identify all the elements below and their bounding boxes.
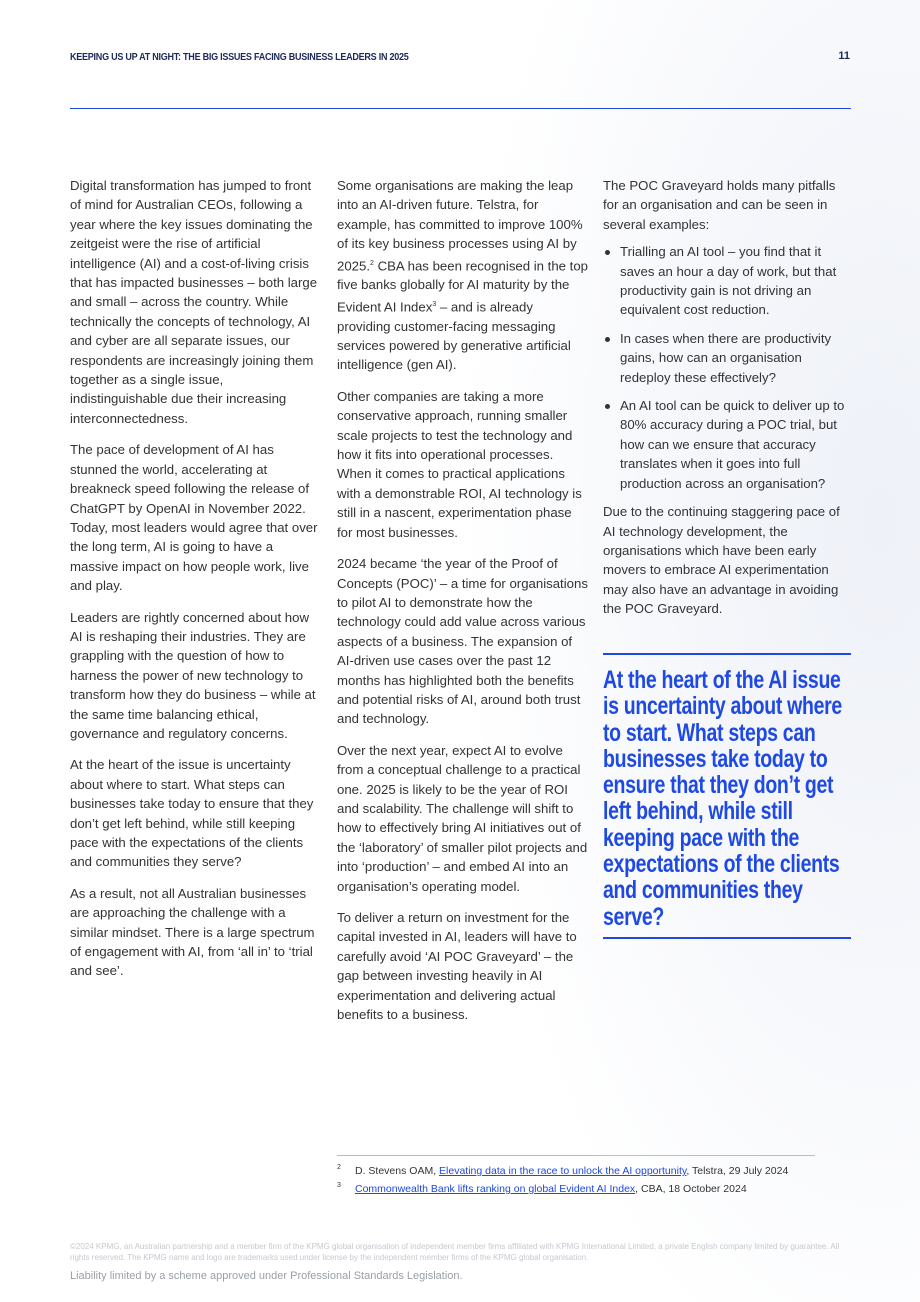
paragraph: Other companies are taking a more conservative approach, running smaller scale projects to test the technology and how it fits into operational processes. When it comes to practical applications with a demonstrable ROI, AI technology is still in a nascent, experimentation phase for most businesses. (337, 388, 582, 540)
text-column-2 (337, 176, 589, 1036)
footnote-link[interactable]: Commonwealth Bank lifts ranking on global Evident AI Index (355, 1183, 636, 1195)
paragraph: Leaders are rightly concerned about how AI is reshaping their industries. They are grappling with the question of how to harness the power of new technology to transform how they do business – while at the same time balancing ethical, governance and regulatory concerns. (70, 609, 316, 741)
text-run: Some organisations are making the leap into an AI-driven future. Telstra, for example, has committed to improve 100% of its key business processes using AI by 2025. (337, 178, 583, 274)
page-number: 11 (838, 50, 850, 62)
paragraph: 2024 became ‘the year of the Proof of Concepts (POC)’ – a time for organisations to pilot AI to demonstrate how the technology could add value across various aspects of a business. The expansion of AI-driven use cases over the past 12 months has highlighted both the benefits and potential risks of AI, around both trust and technology. (337, 556, 588, 727)
footnote-number: 2 (337, 1164, 341, 1171)
paragraph: The POC Graveyard holds many pitfalls for an organisation and can be seen in several examples: (603, 178, 836, 232)
bullet-list (603, 242, 853, 493)
footnote-prefix: D. Stevens OAM, (355, 1165, 440, 1177)
liability-notice: Liability limited by a scheme approved under Professional Standards Legislation. (70, 1270, 463, 1282)
pull-quote-box (603, 653, 851, 939)
text-run: – and is already providing customer-facing messaging services powered by generative artificial intelligence (gen AI). (337, 299, 571, 373)
list-item: Trialling an AI tool – you find that it saves an hour a day of work, but that productivity gain is not driving an equivalent cost reduction. (603, 242, 853, 320)
text-column-3 (603, 176, 853, 631)
paragraph: The pace of development of AI has stunned the world, accelerating at breakneck speed following the release of ChatGPT by OpenAI in November 2022. Today, most leaders would agree that over the long term, AI is going to have a massive impact on how people work, live and play. (70, 442, 318, 594)
header-divider (70, 108, 851, 109)
footnote-ref[interactable]: 2 (370, 259, 374, 267)
footnote-text (355, 1162, 788, 1180)
footnote (337, 1162, 837, 1180)
footnote-number: 3 (337, 1182, 341, 1189)
legal-notice: ©2024 KPMG, an Australian partnership and a member firm of the KPMG global organisation of independent member firms affiliated with KPMG International Limited, a private English company limited by guarantee. All rights reserved. The KPMG name and logo are trademarks used under license by the independent member firms of the KPMG global organisation. (70, 1242, 840, 1262)
footnotes (337, 1162, 837, 1198)
paragraph: Digital transformation has jumped to front of mind for Australian CEOs, following a year where the key issues dominating the zeitgeist were the rise of artificial intelligence (AI) and a cost-of-living crisis that has impacted businesses – both large and small – across the country. While technically the concepts of technology, AI and cyber are all separate issues, our respondents are increasingly joining them together as a single issue, indistinguishable due their increasing interconnectedness. (70, 178, 318, 426)
footnote-link[interactable]: Elevating data in the race to unlock the AI opportunity (439, 1165, 687, 1177)
list-item: In cases when there are productivity gains, how can an organisation redeploy these effectively? (603, 329, 853, 387)
footnote-suffix: , Telstra, 29 July 2024 (686, 1165, 789, 1177)
footnote-suffix: , CBA, 18 October 2024 (635, 1183, 747, 1195)
text-run: CBA has been recognised in the top five banks globally for AI maturity by the Evident AI Index (337, 258, 588, 315)
paragraph: As a result, not all Australian businesses are approaching the challenge with a similar mindset. There is a large spectrum of engagement with AI, from ‘all in’ to ‘trial and see’. (70, 885, 315, 979)
paragraph (337, 176, 589, 375)
report-title: KEEPING US UP AT NIGHT: THE BIG ISSUES FACING BUSINESS LEADERS IN 2025 (70, 51, 409, 63)
footnote-ref[interactable]: 3 (432, 300, 437, 308)
paragraph: To deliver a return on investment for the capital invested in AI, leaders will have to carefully avoid ‘AI POC Graveyard’ – the gap between investing heavily in AI experimentation and delivering actual benefits to a business. (337, 910, 577, 1023)
footnote-divider (337, 1155, 815, 1156)
list-item: An AI tool can be quick to deliver up to 80% accuracy during a POC trial, but how can we ensure that accuracy translates when it goes into full production across an organisation? (603, 396, 853, 493)
paragraph: At the heart of the issue is uncertainty about where to start. What steps can businesses take today to ensure that they don’t get left behind, while still keeping pace with the expectations of the clients and communities they serve? (70, 757, 314, 870)
paragraph: Due to the continuing staggering pace of AI technology development, the organisations which have been early movers to embrace AI experimentation may also have an advantage in avoiding the POC Graveyard. (603, 504, 840, 617)
paragraph: Over the next year, expect AI to evolve from a conceptual challenge to a practical one. 2025 is likely to be the year of ROI and scalability. The challenge will shift to how to effectively bring AI initiatives out of the ‘laboratory’ of smaller pilot projects and into ‘production’ – and embed AI into an organisation’s operating model. (337, 742, 588, 894)
pull-quote: At the heart of the AI issue is uncertainty about where to start. What steps can businesses take today to ensure that they don’t get left behind, while still keeping pace with the expectations of the clients and communities they serve? (603, 666, 842, 931)
footnote (337, 1180, 837, 1198)
text-column-1 (70, 176, 322, 993)
footnote-text (355, 1180, 747, 1198)
